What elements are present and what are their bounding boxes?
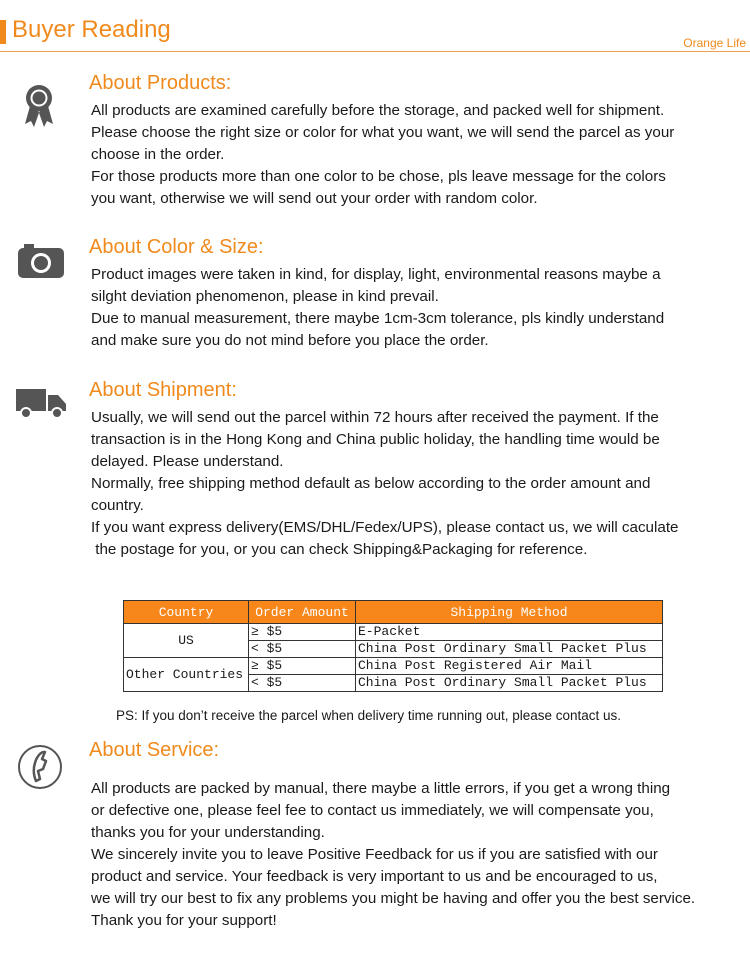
section-title: About Products: [89,72,232,94]
text-line: Usually, we will send out the parcel within 72 hours after received the payment. If the [91,409,659,426]
text-line: delayed. Please understand. [91,453,284,470]
column-header: Country [124,601,249,624]
section-body [91,100,741,210]
section-body [91,407,741,561]
method-cell: China Post Ordinary Small Packet Plus [356,641,663,658]
table-row [124,624,663,641]
amount-cell: ≥ $5 [249,624,356,641]
text-line: We sincerely invite you to leave Positive Feedback for us if you are satisfied with our [91,846,658,863]
column-header: Order Amount [249,601,356,624]
method-cell: China Post Ordinary Small Packet Plus [356,675,663,692]
camera-icon [16,240,68,288]
text-line: Due to manual measurement, there maybe 1cm-3cm tolerance, pls kindly understand [91,310,665,327]
amount-cell: < $5 [249,675,356,692]
text-line: the postage for you, or you can check Shipping&Packaging for reference. [91,541,588,558]
country-cell: Other Countries [124,658,249,692]
brand-name: Orange Life [683,36,746,50]
text-line: Please choose the right size or color for what you want, we will send the parcel as your [91,124,675,141]
text-line: For those products more than one color to be chose, pls leave message for the colors [91,168,666,185]
text-line: transaction is in the Hong Kong and China public holiday, the handling time would be [91,431,660,448]
text-line: or defective one, please feel fee to contact us immediately, we will compensate you, [91,802,654,819]
text-line: and make sure you do not mind before you place the order. [91,332,489,349]
section-title: About Service: [89,739,220,761]
text-line: you want, otherwise we will send out your order with random color. [91,190,538,207]
phone-icon [16,743,68,791]
text-line: Product images were taken in kind, for display, light, environmental reasons maybe a [91,266,661,283]
section-body [91,778,741,932]
amount-cell: < $5 [249,641,356,658]
header-accent-bar [0,20,6,44]
table-row [124,658,663,675]
method-cell: China Post Registered Air Mail [356,658,663,675]
text-line: country. [91,497,144,514]
text-line: we will try our best to fix any problems you might be having and offer you the best service. [91,890,696,907]
text-line: All products are packed by manual, there maybe a little errors, if you get a wrong thing [91,780,671,797]
header-divider [0,51,750,52]
text-line: Normally, free shipping method default as below according to the order amount and [91,475,651,492]
section-body [91,264,741,352]
text-line: Thank you for your support! [91,912,277,929]
text-line: silght deviation phenomenon, please in kind prevail. [91,288,439,305]
country-cell: US [124,624,249,658]
text-line: If you want express delivery(EMS/DHL/Fedex/UPS), please contact us, we will caculate [91,519,679,536]
text-line: thanks you for your understanding. [91,824,325,841]
truck-icon [16,383,68,431]
shipping-table [123,600,663,692]
text-line: product and service. Your feedback is very important to us and be encouraged to us, [91,868,658,885]
method-cell: E-Packet [356,624,663,641]
award-ribbon-icon [16,84,68,132]
text-line: All products are examined carefully before the storage, and packed well for shipment. [91,102,665,119]
amount-cell: ≥ $5 [249,658,356,675]
ps-note: PS: If you don’t receive the parcel when delivery time running out, please contact us. [116,708,622,723]
column-header: Shipping Method [356,601,663,624]
text-line: choose in the order. [91,146,225,163]
section-title: About Color & Size: [89,236,264,258]
section-title: About Shipment: [89,379,237,401]
page-title: Buyer Reading [12,16,171,43]
